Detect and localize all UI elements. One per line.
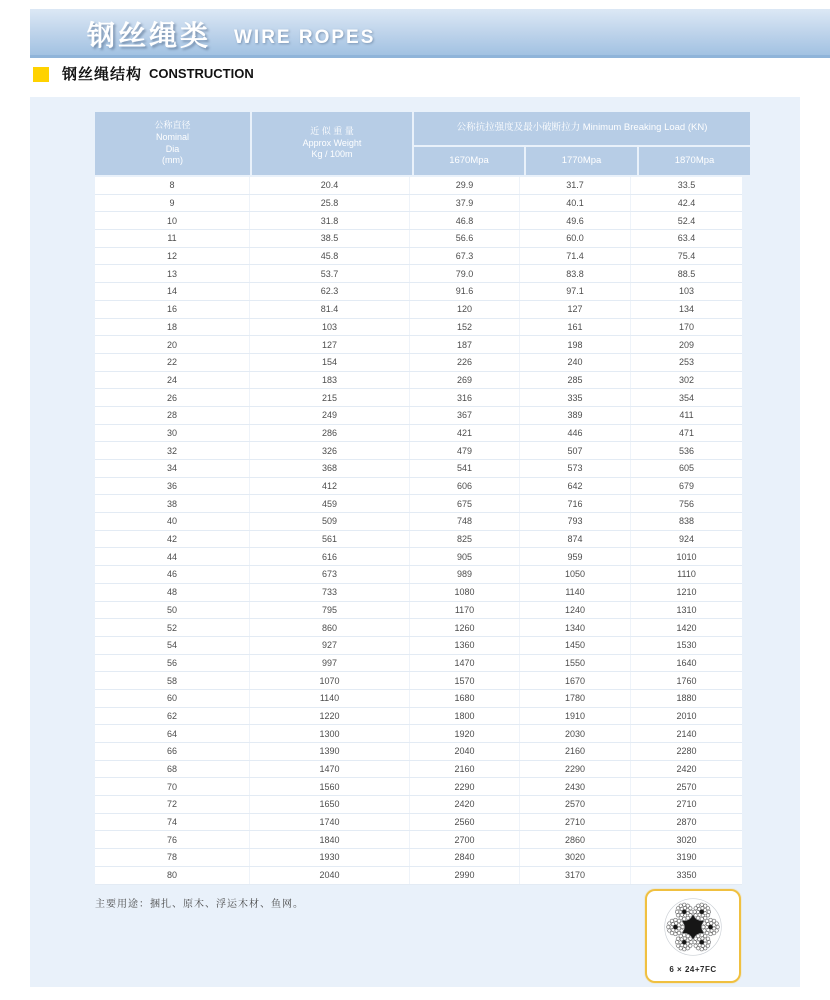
weight-cell: 45.8	[250, 248, 410, 265]
mbl-1670-cell: 120	[410, 301, 520, 318]
mbl-1670-cell: 367	[410, 407, 520, 424]
dia-cell: 64	[95, 725, 250, 742]
dia-cell: 24	[95, 372, 250, 389]
mbl-1870-cell: 42.4	[677, 198, 696, 209]
mbl-1670-cell: 2990	[410, 867, 520, 884]
mbl-1770-cell: 2160	[520, 743, 631, 760]
mbl-1670-cell: 479	[410, 442, 520, 459]
weight-cell: 1300	[250, 725, 410, 742]
table-row	[95, 265, 742, 283]
table-row	[95, 478, 742, 496]
mbl-1770-cell: 1450	[520, 637, 631, 654]
mbl-1870-cell: 2140	[676, 728, 697, 739]
mbl-1670-cell: 91.6	[410, 283, 520, 300]
mbl-1670-cell: 316	[410, 389, 520, 406]
mbl-1770-cell: 793	[520, 513, 631, 530]
weight-cell: 412	[250, 478, 410, 495]
mbl-1770-cell: 49.6	[520, 212, 631, 229]
mbl-1870-cell: 209	[678, 339, 695, 350]
mbl-1670-cell: 1360	[410, 637, 520, 654]
table-row	[95, 584, 742, 602]
table-row	[95, 690, 742, 708]
mbl-1770-cell: 2290	[520, 761, 631, 778]
mbl-1870-cell: 924	[678, 534, 695, 545]
table-rows	[95, 177, 742, 885]
dia-cell: 13	[95, 265, 250, 282]
dia-cell: 74	[95, 814, 250, 831]
mbl-1770-cell: 335	[520, 389, 631, 406]
weight-cell: 1930	[250, 849, 410, 866]
dia-cell: 10	[95, 212, 250, 229]
mbl-1670-cell: 79.0	[410, 265, 520, 282]
mbl-1670-cell: 606	[410, 478, 520, 495]
mbl-1870-cell: 1880	[676, 693, 697, 704]
mbl-1670-cell: 989	[410, 566, 520, 583]
mbl-1870-cell: 1640	[676, 657, 697, 668]
mbl-1770-cell: 2030	[520, 725, 631, 742]
mbl-1770-cell: 573	[520, 460, 631, 477]
table-row	[95, 460, 742, 478]
mbl-1870-cell: 3020	[676, 834, 697, 845]
weight-cell: 459	[250, 495, 410, 512]
mbl-1870-cell: 471	[678, 427, 695, 438]
table-row	[95, 743, 742, 761]
header-breaking-load-label: 公称抗拉强度及最小破断拉力 Minimum Breaking Load (KN)	[456, 122, 708, 134]
mbl-1670-cell: 421	[410, 425, 520, 442]
mbl-1670-cell: 1470	[410, 655, 520, 672]
mbl-1870-cell: 1110	[677, 569, 696, 580]
mbl-1770-cell: 1550	[520, 655, 631, 672]
weight-cell: 1390	[250, 743, 410, 760]
dia-cell: 68	[95, 761, 250, 778]
mbl-1670-cell: 2700	[410, 831, 520, 848]
mbl-1770-cell: 31.7	[520, 177, 631, 194]
header-nominal-dia-en2: Dia	[165, 143, 180, 154]
weight-cell: 31.8	[250, 212, 410, 229]
mbl-1670-cell: 2040	[410, 743, 520, 760]
header-approx-weight-en: Approx Weight	[302, 137, 362, 148]
mbl-1870-cell: 838	[678, 516, 695, 527]
header-approx-weight-zh: 近 似 重 量	[310, 125, 354, 136]
dia-cell: 8	[95, 177, 250, 194]
weight-cell: 38.5	[250, 230, 410, 247]
header-nominal-dia	[95, 112, 250, 175]
mbl-1770-cell: 1140	[520, 584, 631, 601]
table-row	[95, 407, 742, 425]
mbl-1870-cell: 134	[678, 304, 695, 315]
mbl-1870-cell: 302	[678, 374, 695, 385]
mbl-1870-cell: 170	[678, 321, 695, 332]
weight-cell: 997	[250, 655, 410, 672]
mbl-1670-cell: 37.9	[410, 195, 520, 212]
weight-cell: 154	[250, 354, 410, 371]
mbl-1670-cell: 152	[410, 319, 520, 336]
table-header	[95, 112, 742, 175]
mbl-1670-cell: 1260	[410, 619, 520, 636]
mbl-1670-cell: 226	[410, 354, 520, 371]
mbl-1670-cell: 2420	[410, 796, 520, 813]
mbl-1770-cell: 1910	[520, 708, 631, 725]
section-title-en: CONSTRUCTION	[149, 66, 254, 81]
mbl-1870-cell: 679	[678, 481, 695, 492]
dia-cell: 70	[95, 778, 250, 795]
dia-cell: 80	[95, 867, 250, 884]
table-row	[95, 708, 742, 726]
header-grade-1770: 1770Mpa	[526, 147, 637, 175]
dia-cell: 11	[95, 230, 250, 247]
weight-cell: 795	[250, 602, 410, 619]
mbl-1870-cell: 88.5	[677, 268, 696, 279]
weight-cell: 249	[250, 407, 410, 424]
dia-cell: 44	[95, 548, 250, 565]
mbl-1870-cell: 52.4	[677, 215, 696, 226]
mbl-1770-cell: 97.1	[520, 283, 631, 300]
page-title-en: WIRE ROPES	[234, 27, 376, 48]
dia-cell: 34	[95, 460, 250, 477]
table-row	[95, 796, 742, 814]
mbl-1770-cell: 60.0	[520, 230, 631, 247]
table-row	[95, 831, 742, 849]
table-row	[95, 195, 742, 213]
dia-cell: 26	[95, 389, 250, 406]
mbl-1770-cell: 1670	[520, 672, 631, 689]
table-row	[95, 248, 742, 266]
mbl-1770-cell: 1240	[520, 602, 631, 619]
mbl-1670-cell: 187	[410, 336, 520, 353]
mbl-1770-cell: 874	[520, 531, 631, 548]
table-row	[95, 425, 742, 443]
weight-cell: 616	[250, 548, 410, 565]
page-banner	[30, 9, 830, 58]
table-row	[95, 319, 742, 337]
mbl-1670-cell: 2290	[410, 778, 520, 795]
table-row	[95, 655, 742, 673]
weight-cell: 20.4	[250, 177, 410, 194]
header-grade-1670: 1670Mpa	[414, 147, 524, 175]
weight-cell: 326	[250, 442, 410, 459]
mbl-1870-cell: 1010	[676, 551, 697, 562]
dia-cell: 78	[95, 849, 250, 866]
weight-cell: 509	[250, 513, 410, 530]
weight-cell: 2040	[250, 867, 410, 884]
dia-cell: 56	[95, 655, 250, 672]
dia-cell: 28	[95, 407, 250, 424]
mbl-1670-cell: 67.3	[410, 248, 520, 265]
mbl-1770-cell: 3170	[520, 867, 631, 884]
header-approx-weight	[252, 112, 412, 175]
weight-cell: 103	[250, 319, 410, 336]
mbl-1770-cell: 389	[520, 407, 631, 424]
mbl-1870-cell: 63.4	[677, 233, 696, 244]
table-row	[95, 778, 742, 796]
table-row	[95, 212, 742, 230]
weight-cell: 1140	[250, 690, 410, 707]
mbl-1670-cell: 1920	[410, 725, 520, 742]
section-heading	[33, 63, 254, 84]
mbl-1770-cell: 2570	[520, 796, 631, 813]
mbl-1870-cell: 2280	[676, 746, 697, 757]
weight-cell: 1470	[250, 761, 410, 778]
dia-cell: 54	[95, 637, 250, 654]
mbl-1670-cell: 46.8	[410, 212, 520, 229]
table-row	[95, 725, 742, 743]
dia-cell: 12	[95, 248, 250, 265]
mbl-1870-cell: 1530	[676, 640, 697, 651]
mbl-1870-cell: 2010	[676, 710, 697, 721]
spec-card	[645, 889, 741, 983]
mbl-1670-cell: 1680	[410, 690, 520, 707]
mbl-1770-cell: 716	[520, 495, 631, 512]
header-grade-1870: 1870Mpa	[639, 147, 750, 175]
table-row	[95, 548, 742, 566]
mbl-1770-cell: 71.4	[520, 248, 631, 265]
table-row	[95, 495, 742, 513]
dia-cell: 22	[95, 354, 250, 371]
content-panel	[30, 97, 800, 987]
weight-cell: 1560	[250, 778, 410, 795]
dia-cell: 38	[95, 495, 250, 512]
usage-note: 主要用途：捆扎、原木、浮运木材、鱼网。	[95, 899, 304, 910]
mbl-1770-cell: 127	[520, 301, 631, 318]
mbl-1770-cell: 161	[520, 319, 631, 336]
weight-cell: 673	[250, 566, 410, 583]
weight-cell: 286	[250, 425, 410, 442]
weight-cell: 62.3	[250, 283, 410, 300]
mbl-1770-cell: 2860	[520, 831, 631, 848]
weight-cell: 733	[250, 584, 410, 601]
weight-cell: 368	[250, 460, 410, 477]
rope-cross-section-icon	[661, 891, 725, 964]
mbl-1870-cell: 3190	[676, 852, 697, 863]
mbl-1770-cell: 1780	[520, 690, 631, 707]
mbl-1870-cell: 2570	[676, 781, 697, 792]
header-nominal-dia-en1: Nominal	[155, 131, 189, 142]
table-row	[95, 177, 742, 195]
mbl-1870-cell: 3350	[676, 870, 697, 881]
header-nominal-dia-unit: (mm)	[162, 155, 183, 166]
table-row	[95, 867, 742, 885]
dia-cell: 20	[95, 336, 250, 353]
dia-cell: 72	[95, 796, 250, 813]
mbl-1870-cell: 75.4	[677, 251, 696, 262]
mbl-1770-cell: 642	[520, 478, 631, 495]
yellow-square-bullet-icon	[33, 67, 49, 82]
mbl-1770-cell: 446	[520, 425, 631, 442]
mbl-1870-cell: 1210	[676, 587, 697, 598]
table-row	[95, 531, 742, 549]
dia-cell: 14	[95, 283, 250, 300]
table-row	[95, 513, 742, 531]
weight-cell: 1740	[250, 814, 410, 831]
dia-cell: 60	[95, 690, 250, 707]
header-approx-weight-unit: Kg / 100m	[311, 149, 353, 160]
weight-cell: 1220	[250, 708, 410, 725]
mbl-1670-cell: 905	[410, 548, 520, 565]
weight-cell: 53.7	[250, 265, 410, 282]
mbl-1670-cell: 1080	[410, 584, 520, 601]
table-row	[95, 849, 742, 867]
spec-card-label: 6 × 24+7FC	[669, 965, 717, 974]
page-title-zh: 钢丝绳类	[87, 20, 212, 51]
mbl-1870-cell: 605	[678, 463, 695, 474]
dia-cell: 46	[95, 566, 250, 583]
header-breaking-load-group	[414, 112, 750, 145]
mbl-1670-cell: 1570	[410, 672, 520, 689]
weight-cell: 1650	[250, 796, 410, 813]
table-row	[95, 814, 742, 832]
mbl-1670-cell: 29.9	[410, 177, 520, 194]
weight-cell: 860	[250, 619, 410, 636]
weight-cell: 1840	[250, 831, 410, 848]
table-row	[95, 637, 742, 655]
dia-cell: 36	[95, 478, 250, 495]
mbl-1770-cell: 2710	[520, 814, 631, 831]
table-row	[95, 602, 742, 620]
table-row	[95, 301, 742, 319]
mbl-1670-cell: 825	[410, 531, 520, 548]
dia-cell: 16	[95, 301, 250, 318]
table-row	[95, 389, 742, 407]
weight-cell: 561	[250, 531, 410, 548]
mbl-1870-cell: 536	[678, 445, 695, 456]
mbl-1870-cell: 1420	[676, 622, 697, 633]
dia-cell: 76	[95, 831, 250, 848]
table-row	[95, 619, 742, 637]
mbl-1870-cell: 103	[678, 286, 695, 297]
mbl-1770-cell: 2430	[520, 778, 631, 795]
dia-cell: 50	[95, 602, 250, 619]
mbl-1870-cell: 2420	[676, 764, 697, 775]
mbl-1870-cell: 253	[678, 357, 695, 368]
mbl-1770-cell: 285	[520, 372, 631, 389]
weight-cell: 81.4	[250, 301, 410, 318]
table-row	[95, 442, 742, 460]
mbl-1870-cell: 411	[679, 410, 694, 421]
table-row	[95, 761, 742, 779]
mbl-1870-cell: 354	[678, 392, 695, 403]
mbl-1670-cell: 56.6	[410, 230, 520, 247]
mbl-1770-cell: 240	[520, 354, 631, 371]
table-row	[95, 230, 742, 248]
mbl-1770-cell: 3020	[520, 849, 631, 866]
weight-cell: 25.8	[250, 195, 410, 212]
weight-cell: 183	[250, 372, 410, 389]
table-row	[95, 283, 742, 301]
mbl-1770-cell: 198	[520, 336, 631, 353]
mbl-1770-cell: 1050	[520, 566, 631, 583]
mbl-1770-cell: 40.1	[520, 195, 631, 212]
table-row	[95, 372, 742, 390]
mbl-1670-cell: 541	[410, 460, 520, 477]
mbl-1870-cell: 2870	[676, 817, 697, 828]
dia-cell: 32	[95, 442, 250, 459]
mbl-1870-cell: 1310	[676, 604, 697, 615]
dia-cell: 40	[95, 513, 250, 530]
dia-cell: 66	[95, 743, 250, 760]
weight-cell: 1070	[250, 672, 410, 689]
table-row	[95, 566, 742, 584]
dia-cell: 18	[95, 319, 250, 336]
dia-cell: 42	[95, 531, 250, 548]
mbl-1670-cell: 1800	[410, 708, 520, 725]
weight-cell: 127	[250, 336, 410, 353]
mbl-1670-cell: 269	[410, 372, 520, 389]
mbl-1770-cell: 959	[520, 548, 631, 565]
mbl-1870-cell: 33.5	[677, 180, 696, 191]
mbl-1670-cell: 2560	[410, 814, 520, 831]
mbl-1670-cell: 748	[410, 513, 520, 530]
dia-cell: 58	[95, 672, 250, 689]
weight-cell: 927	[250, 637, 410, 654]
mbl-1870-cell: 2710	[676, 799, 697, 810]
mbl-1870-cell: 756	[678, 498, 695, 509]
mbl-1770-cell: 83.8	[520, 265, 631, 282]
section-title-zh: 钢丝绳结构	[62, 66, 143, 83]
mbl-1670-cell: 1170	[410, 602, 520, 619]
mbl-1670-cell: 2160	[410, 761, 520, 778]
mbl-1770-cell: 1340	[520, 619, 631, 636]
dia-cell: 48	[95, 584, 250, 601]
header-nominal-dia-zh: 公称直径	[154, 120, 191, 131]
mbl-1770-cell: 507	[520, 442, 631, 459]
dia-cell: 52	[95, 619, 250, 636]
dia-cell: 62	[95, 708, 250, 725]
mbl-1870-cell: 1760	[676, 675, 697, 686]
spec-table	[95, 112, 742, 885]
table-row	[95, 354, 742, 372]
weight-cell: 215	[250, 389, 410, 406]
dia-cell: 9	[95, 195, 250, 212]
mbl-1670-cell: 675	[410, 495, 520, 512]
table-row	[95, 672, 742, 690]
table-row	[95, 336, 742, 354]
mbl-1670-cell: 2840	[410, 849, 520, 866]
dia-cell: 30	[95, 425, 250, 442]
